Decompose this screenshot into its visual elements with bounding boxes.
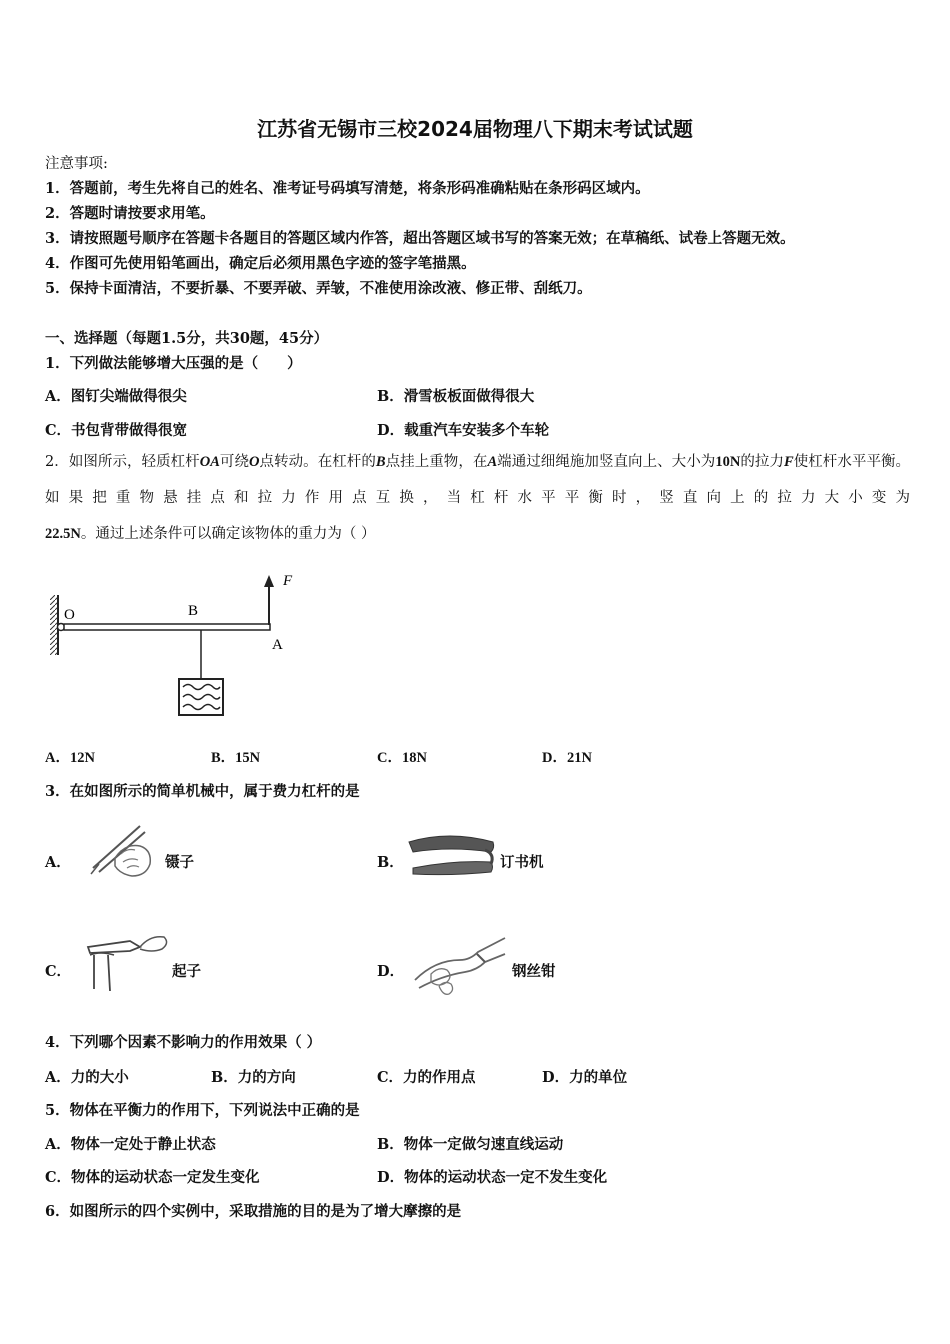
notice-item: 4．作图可先使用铅笔画出，确定后必须用黑色字迹的签字笔描黑。 <box>45 255 476 272</box>
q6-stem: 6．如图所示的四个实例中，采取措施的目的是为了增大摩擦的是 <box>45 1203 462 1220</box>
lever-figure <box>40 565 300 725</box>
label-f: F <box>283 573 293 589</box>
q2-option-c: C．18N <box>377 750 427 766</box>
q3-option-a-letter: A． <box>45 854 71 871</box>
notice-item: 5．保持卡面清洁，不要折暴、不要弄破、弄皱，不准使用涂改液、修正带、刮纸刀。 <box>45 280 592 297</box>
q3-option-a-label: 镊子 <box>165 854 194 871</box>
q5-option-b: B．物体一定做匀速直线运动 <box>377 1136 564 1153</box>
notice-item: 2．答题时请按要求用笔。 <box>45 205 215 222</box>
q2-option-b: B．15N <box>211 750 261 766</box>
q1-option-a: A．图钉尖端做得很尖 <box>45 388 187 405</box>
q4-option-d: D．力的单位 <box>542 1069 628 1086</box>
q2-stem: 2．如图所示，轻质杠杆OA可绕O点转动。在杠杆的B点挂上重物，在A端通过细绳施加竖直向上、大小为10N的拉力F使杠杆水平平衡。如果把重物悬挂点和拉力作用点互换，当杠杆水平平衡时，竖直向上的拉力大小变为22.5N。通过上述条件可以确定该物体的重力为（ ） <box>45 454 911 542</box>
label-b: B <box>188 603 199 619</box>
wall-hatch <box>50 595 58 655</box>
q1-option-d: D．载重汽车安装多个车轮 <box>377 422 550 439</box>
pliers-image <box>405 930 510 1000</box>
q3-option-d-letter: D． <box>377 963 405 980</box>
bottle-opener-image <box>80 925 170 995</box>
notice-item: 3．请按照题号顺序在答题卡各题目的答题区域内作答，超出答题区域书写的答案无效；在草稿纸、试卷上答题无效。 <box>45 230 795 247</box>
q1-stem: 1．下列做法能够增大压强的是（ ） <box>45 355 302 372</box>
label-o: O <box>64 607 75 623</box>
q3-option-b-label: 订书机 <box>500 854 544 871</box>
q1-option-b: B．滑雪板板面做得很大 <box>377 388 535 405</box>
q3-option-d-label: 钢丝钳 <box>512 963 556 980</box>
q2-option-a: A．12N <box>45 750 95 766</box>
q5-option-a: A．物体一定处于静止状态 <box>45 1136 216 1153</box>
q3-option-b-letter: B． <box>377 854 404 871</box>
stapler-image <box>405 830 497 880</box>
q3-stem: 3．在如图所示的简单机械中，属于费力杠杆的是 <box>45 783 360 800</box>
notice-heading: 注意事项: <box>45 156 108 172</box>
force-arrowhead <box>264 575 274 587</box>
q4-option-a: A．力的大小 <box>45 1069 129 1086</box>
section-heading: 一、选择题（每题1.5分，共30题，45分） <box>45 330 329 347</box>
tweezers-image <box>85 818 160 880</box>
q5-option-c: C．物体的运动状态一定发生变化 <box>45 1169 260 1186</box>
label-a: A <box>272 637 283 653</box>
q4-option-b: B．力的方向 <box>211 1069 296 1086</box>
q4-option-c: C．力的作用点 <box>377 1069 476 1086</box>
lever-bar <box>64 624 270 630</box>
q5-stem: 5．物体在平衡力的作用下，下列说法中正确的是 <box>45 1102 360 1119</box>
q1-option-c: C．书包背带做得很宽 <box>45 422 188 439</box>
notice-item: 1．答题前，考生先将自己的姓名、准考证号码填写清楚，将条形码准确粘贴在条形码区域内。 <box>45 180 650 197</box>
q3-option-c-letter: C． <box>45 963 72 980</box>
q3-option-c-label: 起子 <box>172 963 201 980</box>
q2-option-d: D．21N <box>542 750 592 766</box>
page-title: 江苏省无锡市三校2024届物理八下期末考试试题 <box>257 117 693 141</box>
q4-stem: 4．下列哪个因素不影响力的作用效果（ ） <box>45 1034 322 1051</box>
q5-option-d: D．物体的运动状态一定不发生变化 <box>377 1169 608 1186</box>
